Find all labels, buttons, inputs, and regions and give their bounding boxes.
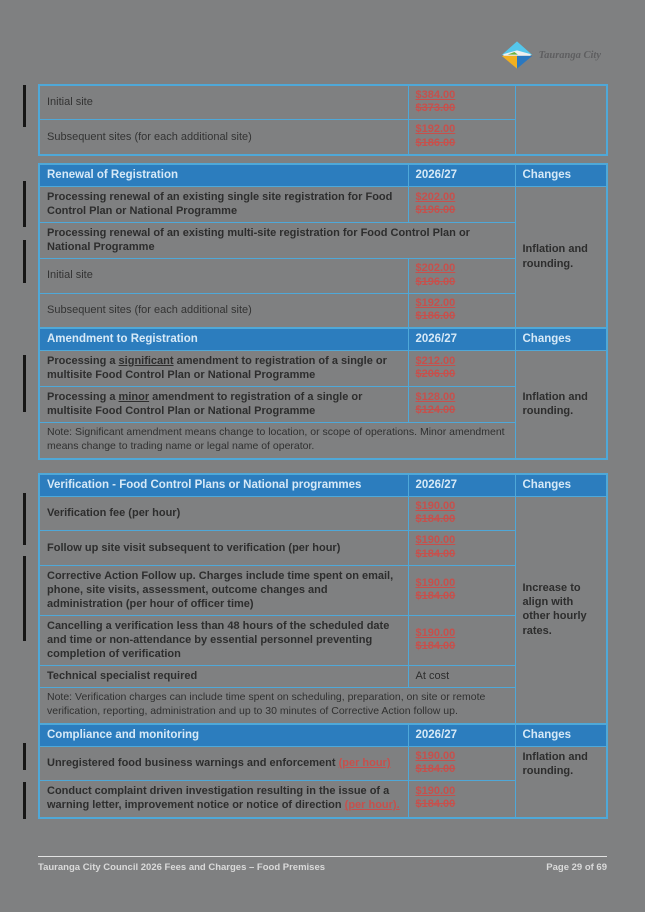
changes-column-header: Changes [515,328,607,351]
text-segment: Cancelling a verification less than 48 hours of the scheduled date and time or non-attendance by essential personnel preventing completion of verification [47,619,390,661]
fee-amount [408,351,515,387]
year-column-header: 2026/27 [408,328,515,351]
change-bar [23,782,26,819]
text-segment: Follow up site visit subsequent to verification (per hour) [47,541,341,554]
year-column-header: 2026/27 [408,164,515,187]
fee-amount [408,187,515,223]
underlined-term: significant [118,355,174,367]
text-segment: Unregistered food business warnings and enforcement [47,757,339,770]
text-segment: Subsequent sites (for each additional site) [47,130,252,143]
footer-document-title: Tauranga City Council 2026 Fees and Charges – Food Premises [38,862,326,873]
fee-description [39,120,408,155]
fee-amount [408,781,515,818]
text-segment: Verification fee (per hour) [47,507,181,520]
old-price-strikethrough: $184.00 [415,513,456,526]
tauranga-diamond-icon [500,40,534,70]
fee-description [39,259,408,293]
text-segment: amendment to registration of a single or multisite Food Control Plan or National Programme [47,391,363,418]
old-price-strikethrough: $196.00 [415,204,456,217]
old-price-strikethrough: $124.00 [415,404,456,417]
fee-amount [408,747,515,781]
new-price: $202.00 [415,262,456,275]
fee-description [39,497,408,531]
fee-description [39,351,408,387]
fee-amount [408,531,515,565]
section-title: Compliance and monitoring [39,724,408,747]
new-price: $192.00 [415,296,456,309]
text-segment: Processing renewal of an existing multi-site registration for Food Control Plan or National Programme [47,227,470,254]
new-price: $190.00 [415,626,456,639]
change-bar [23,355,26,412]
note-cell [39,688,515,724]
changes-cell: Inflation and rounding. [515,351,607,459]
table-amendment-to-registration [38,327,608,460]
fee-description [39,293,408,328]
table-verification-food-control-plans [38,473,608,725]
fee-row [39,187,607,223]
old-price-strikethrough: $373.00 [415,102,456,115]
new-price: $212.00 [415,354,456,367]
new-price: $190.00 [415,576,456,589]
text-segment: Note: Verification charges can include time spent on scheduling, preparation, on site or remote verification, reporting, administration and up to 30 minutes of Corrective Action follow up. [47,691,486,717]
section-title: Amendment to Registration [39,328,408,351]
text-segment: Subsequent sites (for each additional site) [47,303,252,316]
old-price-strikethrough: $184.00 [415,640,456,653]
change-bar [23,181,26,227]
fee-description [39,747,408,781]
fee-description [39,666,408,688]
fee-description [39,781,408,818]
fee-amount [408,259,515,293]
table-header-row [39,724,607,747]
changes-cell: Inflation and rounding. [515,747,607,818]
new-price: $128.00 [415,391,456,404]
changes-column-header: Changes [515,164,607,187]
tracked-insert-text: (per hour) [338,757,391,770]
fee-description [39,223,515,259]
text-segment: Note: Significant amendment means change to location, or scope of operations. Minor amendment means change to trading name or legal name of operator. [47,426,505,452]
year-column-header: 2026/27 [408,724,515,747]
new-price: $190.00 [415,500,456,512]
footer-page-number: Page 29 of 69 [546,862,607,873]
changes-column-header: Changes [515,474,607,497]
change-bar [23,556,26,641]
section-title: Verification - Food Control Plans or National programmes [39,474,408,497]
page-footer [38,856,607,873]
text-segment: Initial site [47,269,93,282]
fee-amount [408,565,515,615]
fee-amount [408,293,515,328]
change-bar [23,743,26,770]
table-registration-continued [38,84,608,156]
fee-amount [408,120,515,155]
text-segment: amendment to registration of a single or multisite Food Control Plan or National Programme [47,355,387,382]
fee-description [39,615,408,665]
change-bar [23,85,26,127]
text-segment: Technical specialist required [47,670,198,683]
old-price-strikethrough: $184.00 [415,589,456,602]
old-price-strikethrough: $186.00 [415,309,456,322]
changes-cell [515,85,607,155]
new-price: $190.00 [415,785,456,798]
tracked-insert-text: (per hour). [344,799,400,812]
year-column-header: 2026/27 [408,474,515,497]
tauranga-city-logo [500,40,601,70]
fee-amount [408,497,515,531]
table-header-row [39,474,607,497]
old-price-strikethrough: $196.00 [415,275,456,288]
text-segment: Conduct complaint driven investigation resulting in the issue of a warning letter, improvement notice or notice of direction [47,785,390,812]
fee-amount [408,387,515,423]
fee-row [39,85,607,120]
changes-cell: Inflation and rounding. [515,187,607,329]
fee-amount [408,85,515,120]
fee-amount: At cost [408,666,515,688]
new-price: $192.00 [415,123,456,136]
table-compliance-and-monitoring [38,723,608,819]
table-header-row [39,164,607,187]
text-segment: Processing a [47,391,119,404]
section-title: Renewal of Registration [39,164,408,187]
fee-row [39,747,607,781]
changes-column-header: Changes [515,724,607,747]
fee-row [39,351,607,387]
text-segment: Corrective Action Follow up. Charges include time spent on email, phone, site visits, assessment, outcome changes and administration (per hour of officer time) [47,569,394,610]
fee-amount [408,615,515,665]
old-price-strikethrough: $206.00 [415,368,456,381]
fee-description [39,565,408,615]
fee-description [39,85,408,120]
new-price: $190.00 [415,750,456,762]
fee-row [39,497,607,531]
changes-cell: Increase to align with other hourly rates. [515,497,607,724]
old-price-strikethrough: $184.00 [415,547,456,560]
text-segment: Processing renewal of an existing single site registration for Food Control Plan or National Programme [47,191,393,218]
old-price-strikethrough: $186.00 [415,136,456,149]
new-price: $202.00 [415,190,456,203]
table-header-row [39,328,607,351]
new-price: $190.00 [415,534,456,547]
old-price-strikethrough: $184.00 [415,763,456,776]
change-bar [23,240,26,283]
fee-description [39,531,408,565]
fee-description [39,187,408,223]
logo-wordmark: Tauranga City [538,49,601,61]
note-cell [39,423,515,459]
old-price-strikethrough: $184.00 [415,798,456,811]
change-bar [23,493,26,545]
fee-description [39,387,408,423]
underlined-term: minor [118,391,150,404]
text-segment: Processing a [47,355,119,367]
new-price: $384.00 [415,89,456,101]
table-renewal-of-registration [38,163,608,329]
text-segment: Initial site [47,96,93,109]
